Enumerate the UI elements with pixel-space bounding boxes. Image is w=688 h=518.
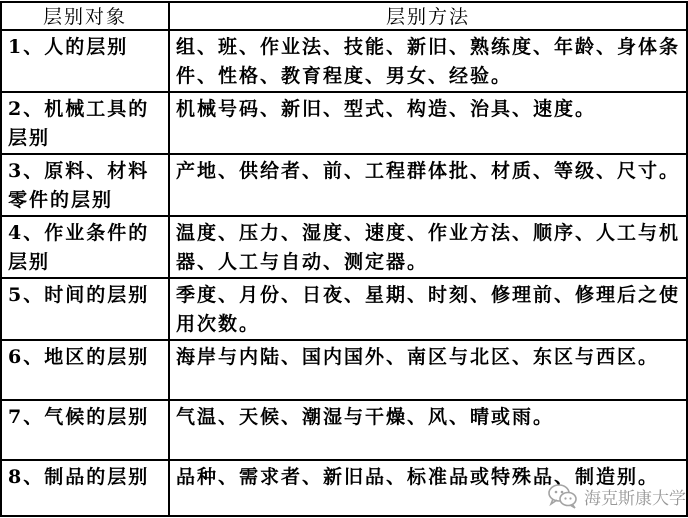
row-object-cell: 6、地区的层别: [1, 340, 169, 400]
stratification-table: [0, 1, 688, 517]
wechat-icon: [548, 483, 578, 509]
row-object-cell: 3、原料、材料零件的层别: [1, 154, 169, 216]
row-object-cell: 5、时间的层别: [1, 278, 169, 340]
row-method-cell: 品种、需求者、新旧品、标准品或特殊品、制造别。: [169, 460, 687, 516]
row-object-cell: 2、机械工具的层别: [1, 92, 169, 154]
header-method-cell: 层别方法: [169, 2, 687, 30]
row-object-cell: 7、气候的层别: [1, 400, 169, 460]
watermark-text: 海克斯康大学: [584, 488, 686, 509]
row-object-cell: 4、作业条件的层别: [1, 216, 169, 278]
table-header-row: [1, 2, 687, 30]
row-method-cell: 季度、月份、日夜、星期、时刻、修理前、修理后之使用次数。: [169, 278, 687, 340]
row-method-cell: 温度、压力、湿度、速度、作业方法、顺序、人工与机器、人工与自动、测定器。: [169, 216, 687, 278]
table-row: [1, 340, 687, 400]
table-row: [1, 400, 687, 460]
table-row: [1, 216, 687, 278]
row-method-cell: 气温、天候、潮湿与干燥、风、晴或雨。: [169, 400, 687, 460]
table-row: [1, 278, 687, 340]
row-method-cell: 产地、供给者、前、工程群体批、材质、等级、尺寸。: [169, 154, 687, 216]
row-method-cell: 海岸与内陆、国内国外、南区与北区、东区与西区。: [169, 340, 687, 400]
row-method-cell: 机械号码、新旧、型式、构造、治具、速度。: [169, 92, 687, 154]
row-method-cell: 组、班、作业法、技能、新旧、熟练度、年龄、身体条件、性格、教育程度、男女、经验。: [169, 30, 687, 92]
table-row: [1, 92, 687, 154]
header-object-cell: 层别对象: [1, 2, 169, 30]
row-object-cell: 8、制品的层别: [1, 460, 169, 516]
table-row: [1, 154, 687, 216]
watermark: [548, 479, 686, 513]
table-row: [1, 30, 687, 92]
row-object-cell: 1、人的层别: [1, 30, 169, 92]
